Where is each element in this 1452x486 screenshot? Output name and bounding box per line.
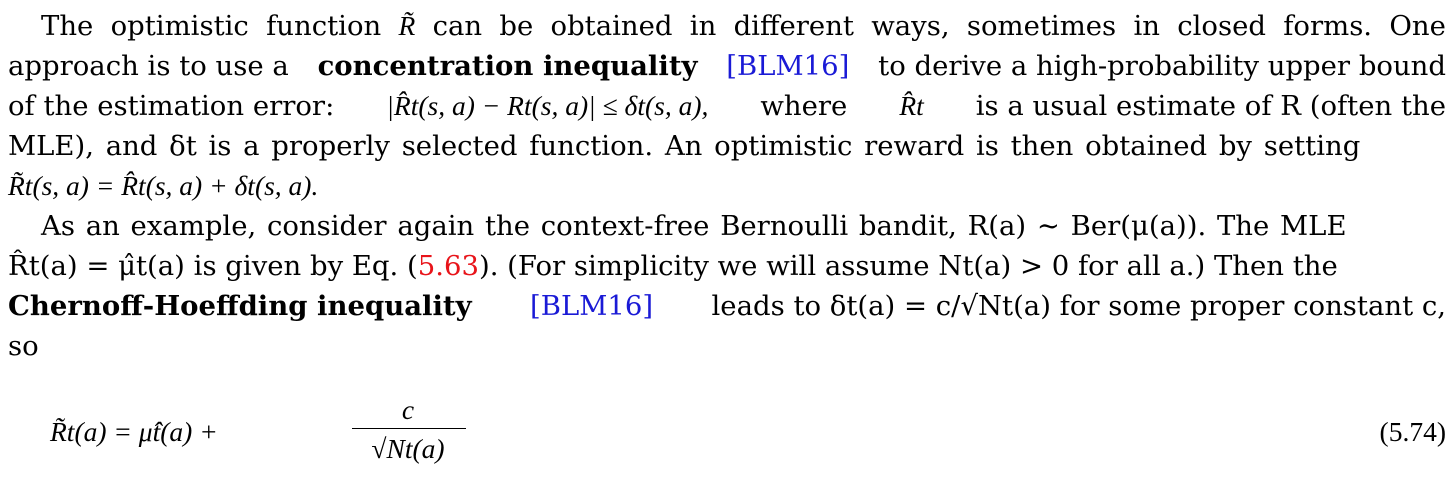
p1-line-4 — [8, 126, 1446, 166]
fraction-numerator: c — [401, 394, 415, 425]
word: in — [1133, 10, 1160, 42]
text-run: As an example, consider again the context-free Bernoulli bandit, R(a) ∼ Ber(μ(a)). The MLE — [41, 210, 1347, 242]
word: can — [432, 10, 483, 42]
text-run: ). (For simplicity we will assume Nt(a) > 0 for all a.) Then the — [478, 250, 1338, 282]
word: obtained — [550, 10, 673, 42]
word: different — [733, 10, 854, 42]
paper-text — [8, 6, 1446, 366]
word: function — [266, 10, 382, 42]
bold-term-concentration-inequality: concentration inequality — [317, 50, 698, 82]
citation-link-blm16[interactable]: [BLM16] — [726, 50, 850, 82]
math-r-hat: R̂t — [899, 90, 924, 121]
text-run: MLE), and δt is a properly selected function. An optimistic reward is then obtained by setting — [8, 130, 1361, 162]
fraction-denominator: √Nt(a) — [371, 433, 445, 464]
p1-line-3 — [8, 86, 1446, 126]
p2-line-1 — [8, 206, 1446, 246]
p1-line-5 — [8, 166, 1446, 206]
equation-ref-link[interactable]: 5.63 — [417, 250, 479, 282]
word: closed — [1177, 10, 1266, 42]
text-run: so — [8, 330, 39, 362]
text-run: of the estimation error: — [8, 90, 335, 122]
word: optimistic — [110, 10, 249, 42]
p1-line-1 — [8, 6, 1446, 46]
math-inequality: |R̂t(s, a) − Rt(s, a)| ≤ δt(s, a), — [386, 90, 709, 121]
word: ways, — [871, 10, 950, 42]
word: sometimes — [966, 10, 1117, 42]
word: The — [41, 10, 94, 42]
text-run-with-ref — [8, 246, 1338, 286]
math-r-tilde: R̃ — [398, 10, 416, 41]
text-run: leads to δt(a) = c/√Nt(a) for some proper constant c, — [711, 290, 1446, 322]
word: be — [499, 10, 534, 42]
equation-lhs: R̃t(a) = μ̂t(a) + — [50, 416, 218, 447]
p1-line-2 — [8, 46, 1446, 86]
text-run: approach is to use a — [8, 50, 289, 82]
text-run: where — [760, 90, 848, 122]
word: forms. — [1283, 10, 1373, 42]
text-run: to derive a high-probability upper bound — [878, 50, 1446, 82]
text-run: is a usual estimate of R (often the — [975, 90, 1446, 122]
p2-line-3 — [8, 286, 1446, 326]
p2-line-2 — [8, 246, 1446, 286]
citation-link-blm16[interactable]: [BLM16] — [530, 290, 654, 322]
math-optimistic-reward: R̃t(s, a) = R̂t(s, a) + δt(s, a). — [8, 170, 319, 201]
text-run: R̂t(a) = μ̂t(a) is given by Eq. ( — [8, 250, 418, 282]
display-equation — [50, 394, 1446, 482]
word: One — [1389, 10, 1446, 42]
word: in — [689, 10, 717, 42]
p2-line-4 — [8, 326, 1446, 366]
equation-number: (5.74) — [1379, 416, 1446, 447]
bold-term-chernoff-hoeffding: Chernoff-Hoeffding inequality — [8, 290, 472, 322]
fraction — [350, 392, 466, 469]
